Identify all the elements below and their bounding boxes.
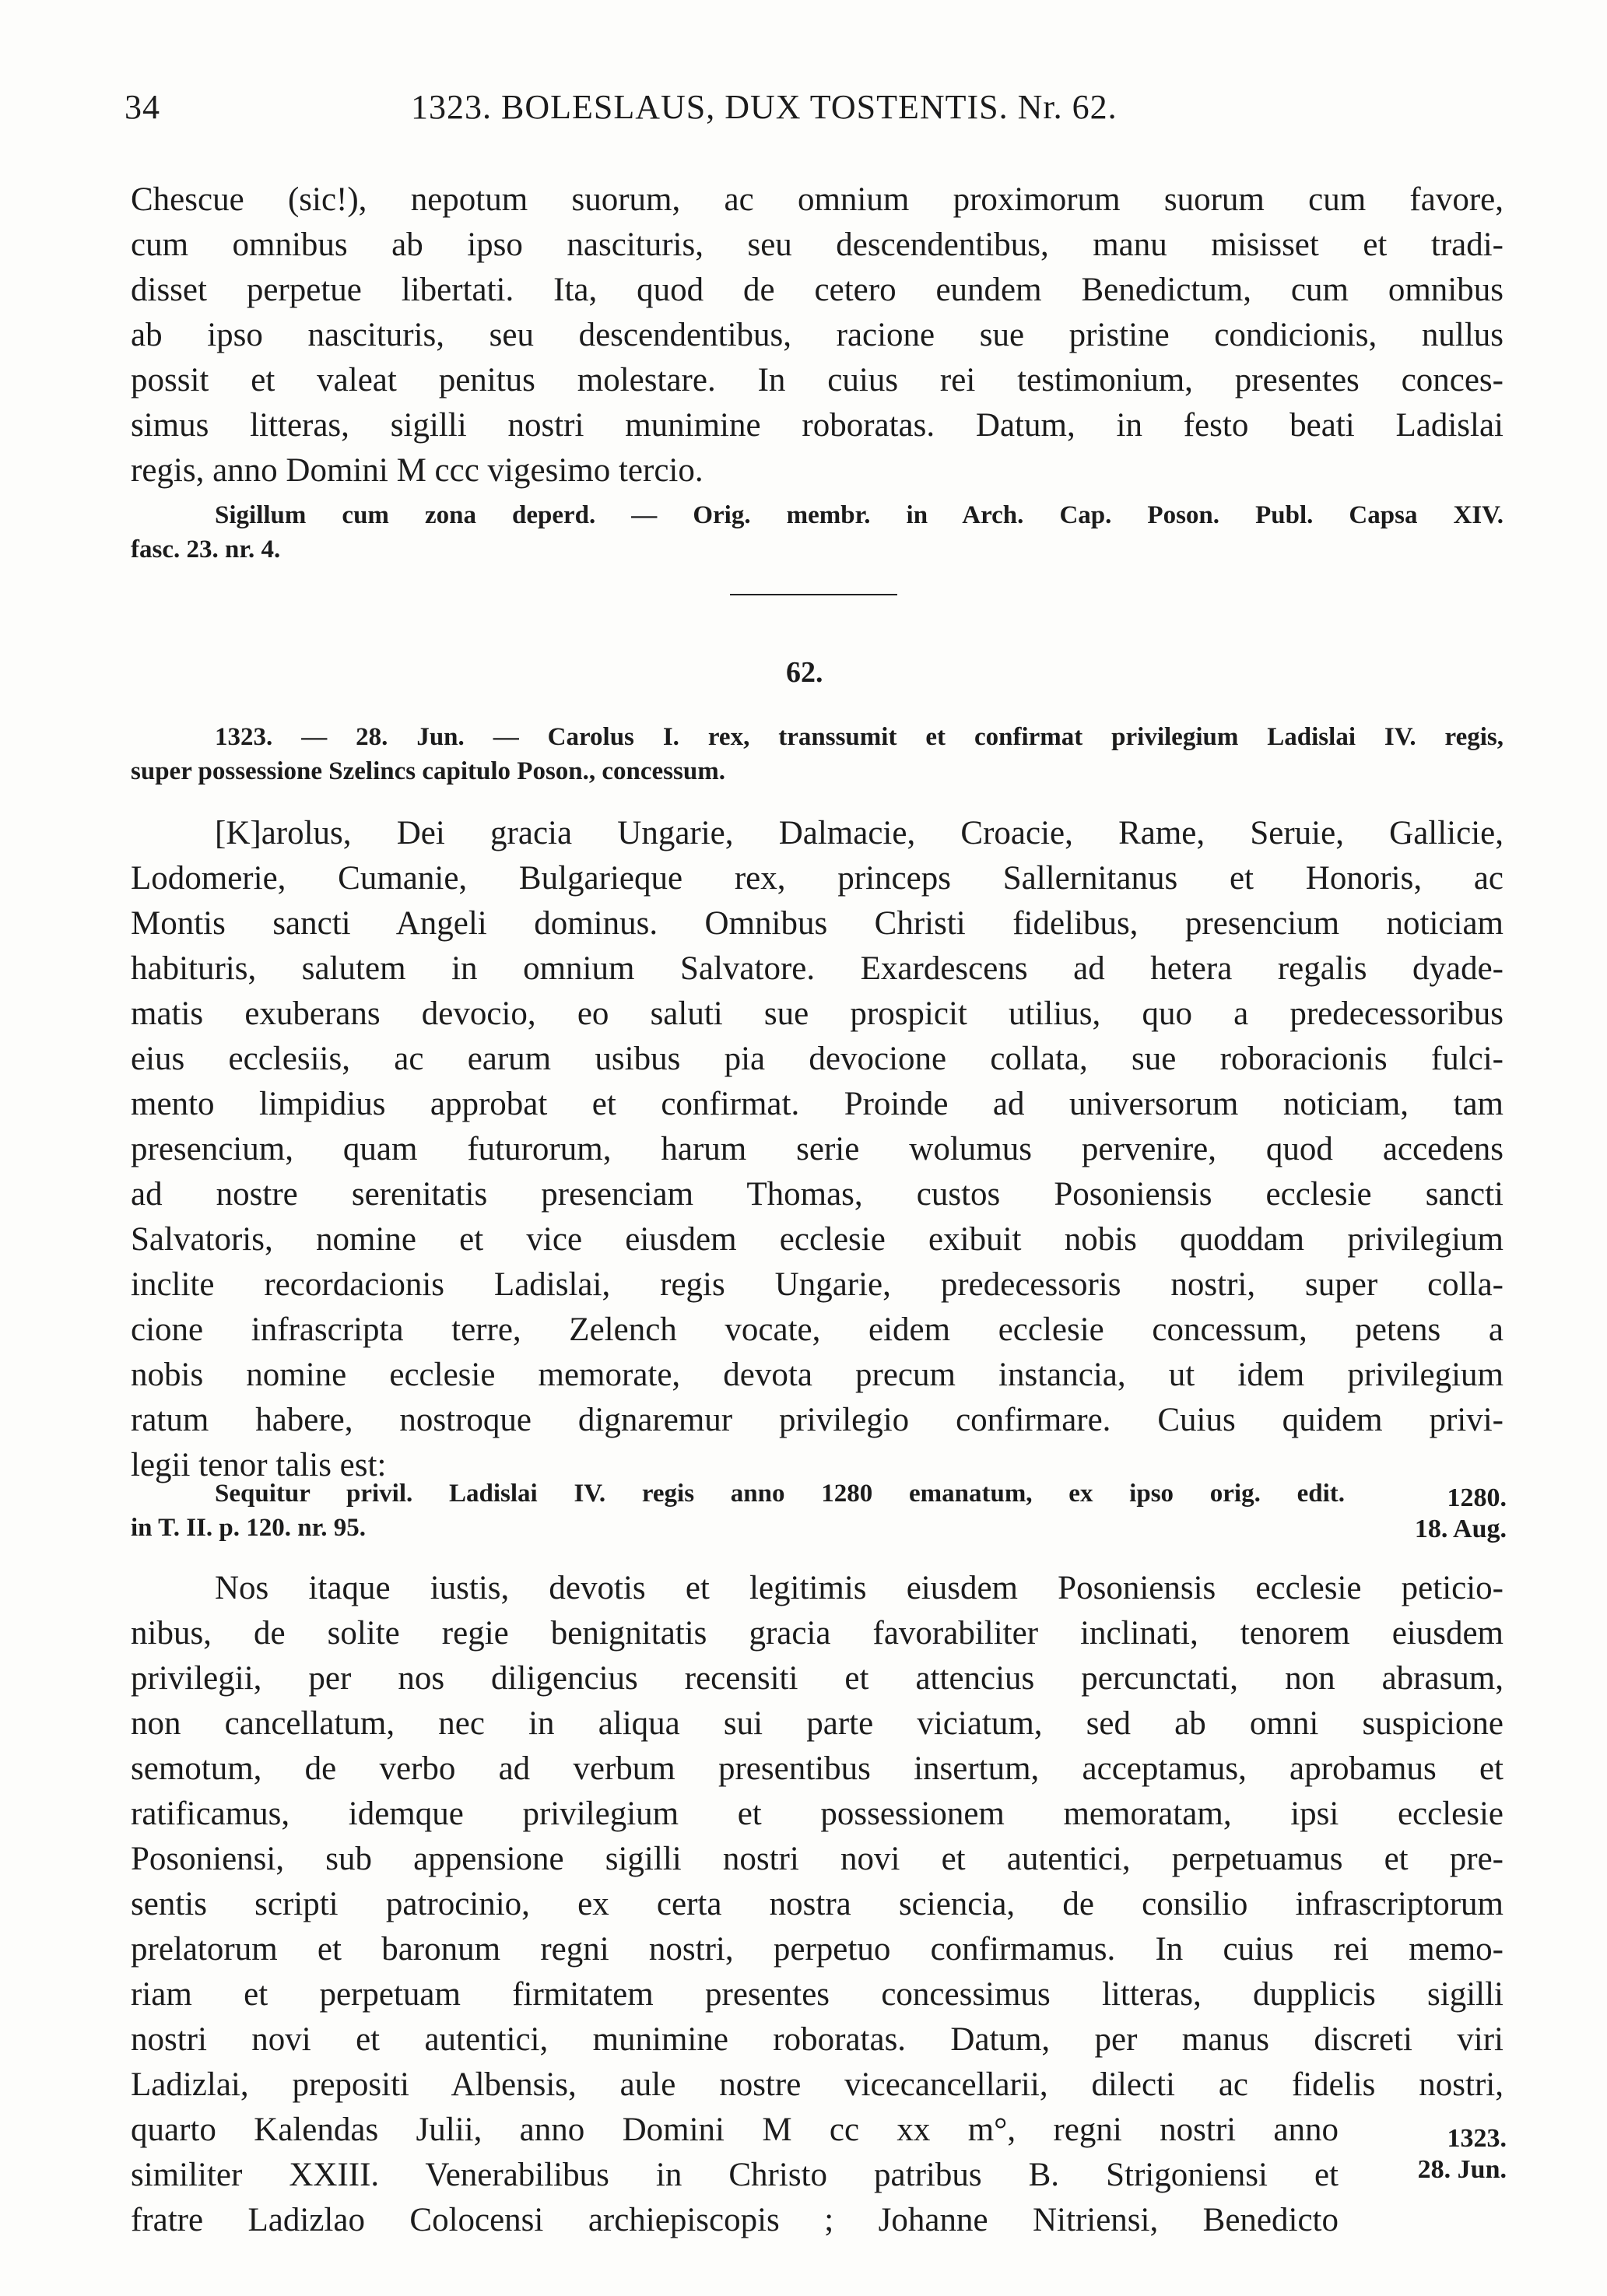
source-note [131,498,1503,567]
note-line: in T. II. p. 120. nr. 95. [131,1514,366,1542]
text-line: nobis nomine ecclesie memorate, devota precum instancia, ut idem privilegium [131,1357,1503,1393]
summary-line: 1323. — 28. Jun. — Carolus I. rex, transsumit et confirmat privilegium Ladislai IV. regis, [215,723,1503,751]
document-summary [131,720,1503,788]
text-line: nibus, de solite regie benignitatis gracia favorabiliter inclinati, tenorem eiusdem [131,1615,1503,1652]
text-line: matis exuberans devocio, eo saluti sue prospicit utilius, quo a predecessoribus [131,995,1503,1032]
text-line: eius ecclesiis, ac earum usibus pia devocione collata, sue roboracionis fulci- [131,1041,1503,1077]
section-divider [730,594,897,595]
text-line: semotum, de verbo ad verbum presentibus insertum, acceptamus, aprobamus et [131,1750,1503,1787]
text-line: simus litteras, sigilli nostri munimine roboratas. Datum, in festo beati Ladislai [131,407,1503,444]
text-line: cum omnibus ab ipso nascituris, seu descendentibus, manu misisset et tradi- [131,226,1503,263]
text-line: prelatorum et baronum regni nostri, perpetuo confirmamus. In cuius rei memo- [131,1931,1503,1968]
text-line: non cancellatum, nec in aliqua sui parte viciatum, sed ab omni suspicione [131,1705,1503,1742]
document-text-part-2 [131,1566,1503,2243]
page-number: 34 [125,88,160,126]
text-line: Ladizlai, prepositi Albensis, aule nostre vicecancellarii, dilecti ac fidelis nostri, [131,2066,1503,2103]
margin-date-year: 1280. [1447,1483,1507,1512]
margin-date [1382,1483,1507,1545]
text-line: Posoniensi, sub appensione sigilli nostri novi et autentici, perpetuamus et pre- [131,1841,1503,1877]
text-line: habituris, salutem in omnium Salvatore. Exardescens ad hetera regalis dyade- [131,950,1503,987]
document-number: 62. [786,656,823,689]
note-line: fasc. 23. nr. 4. [131,535,281,563]
margin-date-year: 1323. [1447,2124,1507,2153]
summary-line: super possessione Szelincs capitulo Poson., concessum. [131,757,725,785]
text-line: similiter XXIII. Venerabilibus in Christo patribus B. Strigoniensi et [131,2157,1339,2193]
text-line: Salvatoris, nomine et vice eiusdem ecclesie exibuit nobis quoddam privilegium [131,1221,1503,1258]
margin-date-day: 28. Jun. [1417,2155,1507,2184]
text-line: Lodomerie, Cumanie, Bulgarieque rex, princeps Sallernitanus et Honoris, ac [131,860,1503,897]
text-line: ad nostre serenitatis presenciam Thomas, custos Posoniensis ecclesie sancti [131,1176,1503,1213]
text-line: nostri novi et autentici, munimine roboratas. Datum, per manus discreti viri [131,2021,1503,2058]
insert-note [131,1476,1345,1545]
text-line: riam et perpetuam firmitatem presentes concessimus litteras, dupplicis sigilli [131,1976,1503,2013]
text-line: presencium, quam futurorum, harum serie wolumus pervenire, quod accedens [131,1131,1503,1167]
margin-date-day: 18. Aug. [1414,1515,1507,1543]
document-text-part-1 [131,811,1503,1488]
margin-date [1367,2123,1507,2185]
text-line: ratificamus, idemque privilegium et possessionem memoratam, ipsi ecclesie [131,1796,1503,1832]
text-line: Montis sancti Angeli dominus. Omnibus Christi fidelibus, presencium noticiam [131,905,1503,942]
text-line: sentis scripti patrocinio, ex certa nostra sciencia, de consilio infrascriptorum [131,1886,1503,1922]
text-line: [K]arolus, Dei gracia Ungarie, Dalmacie, Croacie, Rame, Seruie, Gallicie, [215,815,1503,851]
running-title: 1323. BOLESLAUS, DUX TOSTENTIS. Nr. 62. [411,88,1118,126]
text-line: cione infrascripta terre, Zelench vocate, eidem ecclesie concessum, petens a [131,1311,1503,1348]
text-line: privilegii, per nos diligencius recensiti et attencius percunctati, non abrasum, [131,1660,1503,1697]
text-line: Nos itaque iustis, devotis et legitimis eiusdem Posoniensis ecclesie peticio- [215,1570,1503,1606]
text-line: inclite recordacionis Ladislai, regis Ungarie, predecessoris nostri, super colla- [131,1266,1503,1303]
text-line: mento limpidius approbat et confirmat. Proinde ad universorum noticiam, tam [131,1086,1503,1122]
text-line: disset perpetue libertati. Ita, quod de cetero eundem Benedictum, cum omnibus [131,272,1503,308]
text-line: ab ipso nascituris, seu descendentibus, racione sue pristine condicionis, nullus [131,317,1503,353]
note-line: Sigillum cum zona deperd. — Orig. membr. in Arch. Cap. Poson. Publ. Capsa XIV. [215,501,1503,529]
text-line: legii tenor talis est: [131,1447,387,1483]
text-line: Chescue (sic!), nepotum suorum, ac omnium proximorum suorum cum favore, [131,181,1503,218]
text-line: regis, anno Domini M ccc vigesimo tercio. [131,452,704,489]
text-line: quarto Kalendas Julii, anno Domini M cc xx m°, regni nostri anno [131,2112,1339,2148]
text-line: ratum habere, nostroque dignaremur privilegio confirmare. Cuius quidem privi- [131,1402,1503,1438]
note-line: Sequitur privil. Ladislai IV. regis anno 1280 emanatum, ex ipso orig. edit. [215,1480,1345,1508]
text-line: fratre Ladizlao Colocensi archiepiscopis ; Johanne Nitriensi, Benedicto [131,2202,1339,2238]
text-line: possit et valeat penitus molestare. In cuius rei testimonium, presentes conces- [131,362,1503,398]
previous-document-text [131,177,1503,493]
